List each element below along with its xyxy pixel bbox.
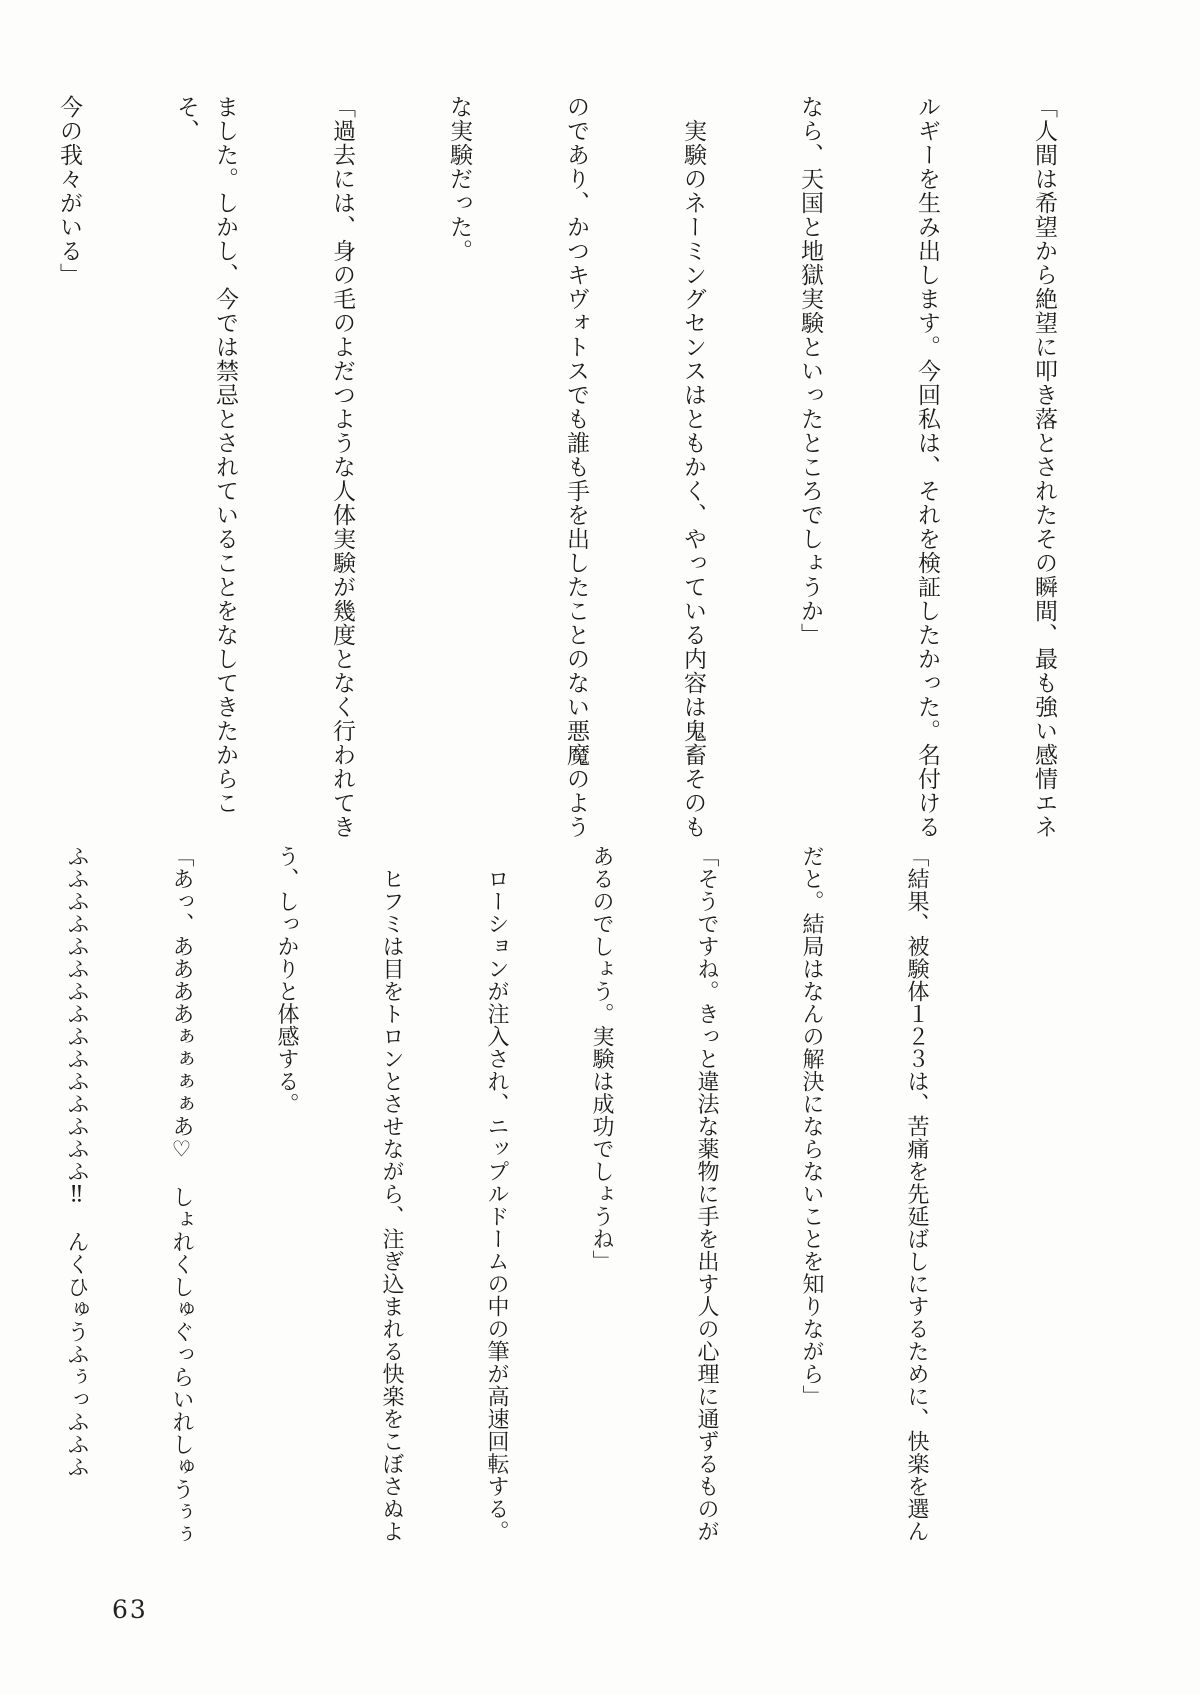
text-column: な実験だった。 <box>446 95 472 263</box>
text-column: う、しっかりと体感する。 <box>274 845 299 1115</box>
text-column: のであり、かつキヴォトスでも誰も手を出したことのない悪魔のよう <box>563 95 589 839</box>
text-column: ヒフミは目をトロンとさせながら、注ぎ込まれる快楽をこぼさぬよ <box>379 845 404 1543</box>
text-column: 「過去には、身の毛のよだつような人体実験が幾度となく行われてき <box>329 95 355 839</box>
text-column: ふふふふふふふふふふふふふふふ‼ んくひゅうふぅっふふふ <box>64 845 89 1478</box>
bottom-text-block <box>64 845 1004 1553</box>
text-column: ました。しかし、今では禁忌とされていることをなしてきたからこそ、 <box>173 95 238 815</box>
text-column: 実験のネーミングセンスはともかく、やっている内容は鬼畜そのも <box>680 95 706 839</box>
text-column: 今の我々がいる」 <box>56 95 82 287</box>
text-column: 「そうですね。きっと違法な薬物に手を出す人の心理に通ずるものが <box>694 845 719 1543</box>
text-column: ルギーを生み出します。今回私は、それを検証したかった。名付ける <box>914 95 940 839</box>
text-column: 「結果、被験体１２３は、苦痛を先延ばしにするために、快楽を選ん <box>904 845 929 1543</box>
text-column: なら、天国と地獄実験といったところでしょうか」 <box>797 95 823 647</box>
text-column: 「人間は希望から絶望に叩き落とされたその瞬間、最も強い感情エネ <box>1031 95 1057 839</box>
page-number: 63 <box>112 1595 148 1624</box>
text-column: 「あっ、ああああぁぁぁぁあ♡ しょれくしゅぐっらいれしゅうぅぅ <box>169 845 194 1546</box>
text-column: ローションが注入され、ニップルドームの中の筆が高速回転する。 <box>484 845 509 1543</box>
text-column: あるのでしょう。実験は成功でしょうね」 <box>589 845 614 1273</box>
text-column: だと。結局はなんの解決にならないことを知りながら」 <box>799 845 824 1408</box>
top-text-block <box>56 95 1141 847</box>
